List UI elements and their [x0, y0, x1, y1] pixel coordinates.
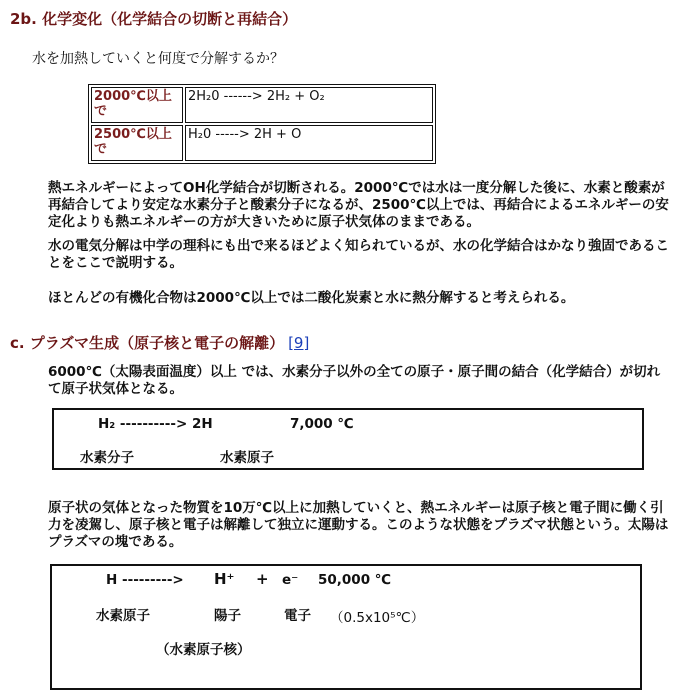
reaction-cell: 2H₂0 ------> 2H₂ + O₂ [185, 87, 433, 123]
section-c-heading-text: c. プラズマ生成（原子核と電子の解離） [10, 334, 285, 352]
paragraph-plasma-intro: 6000℃（太陽表面温度）以上 では、水素分子以外の全ての原子・原子間の結合（化学結合）が切れて原子状気体となる。 [48, 364, 661, 397]
h2-temperature: 7,000 ℃ [290, 416, 354, 432]
h2-equation: H₂ ----------> 2H [98, 416, 213, 432]
label-electron: 電子 [284, 608, 311, 624]
decomposition-table [88, 84, 436, 164]
section-c-heading [10, 332, 309, 353]
section-2b-heading: 2b. 化学変化（化学結合の切断と再結合） [10, 10, 298, 28]
label-hydrogen-atom: 水素原子 [220, 450, 274, 466]
reference-link[interactable]: [9] [288, 334, 310, 352]
paragraph-heat-energy: 熱エネルギーによってOH化学結合が切断される。2000℃では水は一度分解した後に、水素と酸素が再結合してより安定な水素分子と酸素分子になるが、2500℃以上では、再結合によるエネルギーの安定化よりも熱エネルギーの方が大きいために原子状気体のままである。 [48, 180, 669, 230]
hydrogen-molecule-box [52, 408, 644, 470]
electron-symbol: e⁻ [282, 572, 299, 588]
label-hydrogen-nucleus: （水素原子核） [156, 642, 251, 658]
h-atom-arrow: H ---------> [106, 572, 184, 588]
label-temperature-sci: （0.5x10⁵℃） [330, 610, 425, 626]
label-hydrogen-atom: 水素原子 [96, 608, 150, 624]
paragraph-plasma-state: 原子状の気体となった物質を10万℃以上に加熱していくと、熱エネルギーは原子核と電子間に働く引力を凌駕し、原子核と電子は解離して独立に運動する。このような状態をプラズマ状態という。太陽はプラズマの塊である。 [48, 500, 669, 550]
label-proton: 陽子 [214, 608, 241, 624]
condition-cell: 2500℃以上で [91, 125, 183, 161]
table-row [91, 125, 433, 161]
plasma-temperature: 50,000 ℃ [318, 572, 392, 588]
proton-ion: H⁺ [214, 570, 235, 588]
plus-sign: + [256, 570, 269, 588]
paragraph-electrolysis: 水の電気分解は中学の理科にも出で来るほどよく知られているが、水の化学結合はかなり強固であることをここで説明する。 [48, 238, 669, 271]
reaction-cell: H₂0 -----> 2H + O [185, 125, 433, 161]
paragraph-organic: ほとんどの有機化合物は2000℃以上では二酸化炭素と水に熱分解すると考えられる。 [48, 290, 575, 306]
condition-cell: 2000℃以上で [91, 87, 183, 123]
question-text: 水を加熱していくと何度で分解するか？ [32, 51, 284, 67]
plasma-equation-box [50, 564, 642, 690]
label-hydrogen-molecule: 水素分子 [80, 450, 134, 466]
table-row [91, 87, 433, 123]
